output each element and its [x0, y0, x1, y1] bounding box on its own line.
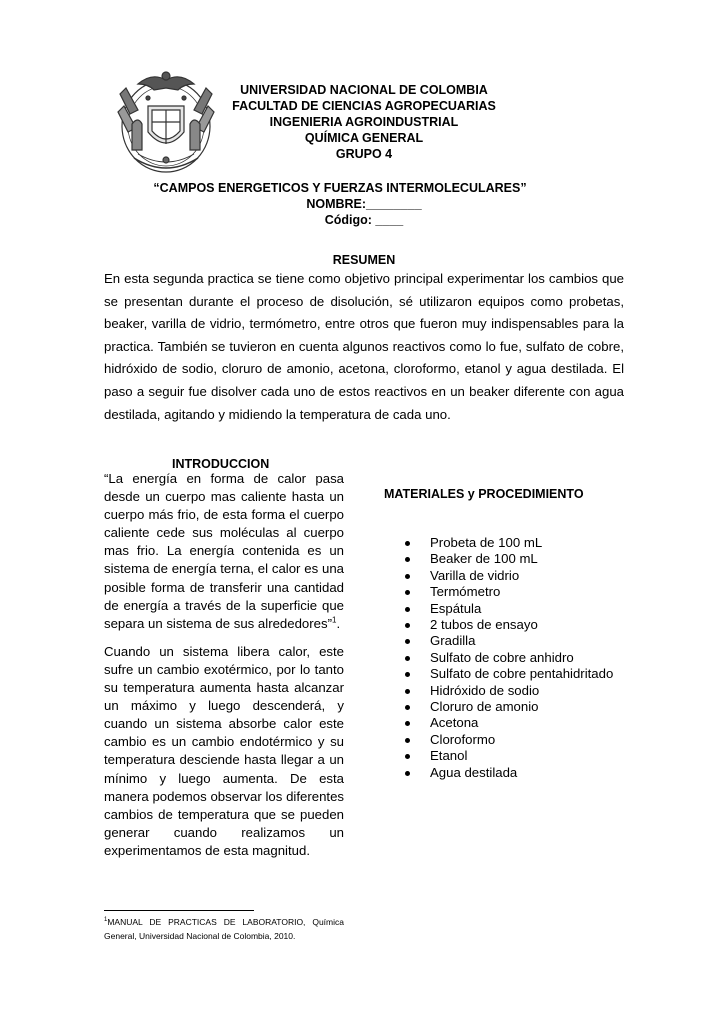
name-field-label: NOMBRE:________ — [306, 197, 422, 211]
faculty-name: FACULTAD DE CIENCIAS AGROPECUARIAS — [232, 99, 496, 113]
bullet-icon — [405, 590, 410, 595]
list-item: Cloroformo — [402, 732, 613, 748]
list-item: Cloruro de amonio — [402, 699, 613, 715]
bullet-icon — [405, 656, 410, 661]
bullet-icon — [405, 705, 410, 710]
group-label: GRUPO 4 — [335, 147, 393, 161]
introduccion-heading: INTRODUCCION — [172, 457, 270, 471]
bullet-icon — [405, 672, 410, 677]
list-item: Etanol — [402, 748, 613, 764]
list-item: Gradilla — [402, 633, 613, 649]
list-item: Sulfato de cobre pentahidritado — [402, 666, 613, 682]
list-item: Sulfato de cobre anhidro — [402, 650, 613, 666]
bullet-icon — [405, 541, 410, 546]
document-title: “CAMPOS ENERGETICOS Y FUERZAS INTERMOLECULARES” — [153, 181, 527, 195]
list-item: Termómetro — [402, 584, 613, 600]
list-item: Varilla de vidrio — [402, 568, 613, 584]
materiales-heading: MATERIALES y PROCEDIMIENTO — [384, 487, 584, 501]
code-field-label: Código: ____ — [324, 213, 404, 227]
document-header — [180, 82, 548, 162]
bullet-icon — [405, 721, 410, 726]
introduccion-section — [104, 470, 344, 860]
footnote-marker: 1 — [104, 917, 108, 924]
bullet-icon — [405, 557, 410, 562]
list-item: Beaker de 100 mL — [402, 551, 613, 567]
bullet-icon — [405, 623, 410, 628]
program-name: INGENIERIA AGROINDUSTRIAL — [269, 115, 459, 129]
bullet-icon — [405, 689, 410, 694]
list-item: Espátula — [402, 601, 613, 617]
bullet-icon — [405, 738, 410, 743]
list-item: Agua destilada — [402, 765, 613, 781]
list-item: Acetona — [402, 715, 613, 731]
bullet-icon — [405, 771, 410, 776]
course-name: QUÍMICA GENERAL — [304, 131, 424, 145]
introduccion-paragraph-1 — [104, 470, 344, 633]
bullet-icon — [405, 754, 410, 759]
bullet-icon — [405, 607, 410, 612]
title-block — [104, 180, 624, 228]
footnote-text: MANUAL DE PRACTICAS DE LABORATORIO, Química General, Universidad Nacional de Colombia, 2010. — [104, 917, 344, 941]
footnote-reference[interactable]: 1 — [331, 615, 337, 625]
resumen-heading: RESUMEN — [332, 253, 396, 267]
list-item: 2 tubos de ensayo — [402, 617, 613, 633]
introduccion-quote-end: . — [336, 615, 341, 631]
bullet-icon — [405, 639, 410, 644]
list-item: Hidróxido de sodio — [402, 683, 613, 699]
footnote-separator — [104, 910, 254, 911]
introduccion-quote: “La energía en forma de calor pasa desde un cuerpo mas caliente hasta un cuerpo más frio, de esta forma el cuerpo caliente cede sus moléculas al cuerpo mas frio. La energía contenida es un sistema de energía terna, el calor es una posible forma de transferir una cantidad de energía a través de la superficie que separa un sistema de sus alrededores” — [104, 471, 344, 631]
university-name: UNIVERSIDAD NACIONAL DE COLOMBIA — [240, 83, 488, 97]
resumen-paragraph: En esta segunda practica se tiene como objetivo principal experimentar los cambios que se presentan durante el proceso de disolución, sé utilizaron equipos como probetas, beaker, varilla de vidrio, termómetro, entre otros que fueron muy indispensables para la practica. También se tuvieron en cuenta algunos reactivos como lo fue, sulfato de cobre, hidróxido de sodio, cloruro de amonio, acetona, cloroformo, etanol y agua destilada. El paso a seguir fue disolver cada uno de estos reactivos en un beaker diferente con agua destilada, agitando y midiendo la temperatura de cada uno. — [104, 271, 624, 422]
list-item: Probeta de 100 mL — [402, 535, 613, 551]
introduccion-paragraph-2: Cuando un sistema libera calor, este sufre un cambio exotérmico, por lo tanto su temperatura aumenta hasta alcanzar un máximo y luego descenderá, y cuando un sistema absorbe calor este cambio es un cambio endotérmico y su temperatura desciende hasta llegar a un mínimo y luego aumenta. De esta manera podemos observar los diferentes cambios de temperatura que se pueden generar cuando realizamos un experimentamos de esta magnitud. — [104, 643, 344, 858]
footnote — [104, 915, 344, 943]
materiales-list — [402, 535, 613, 781]
bullet-icon — [405, 574, 410, 579]
